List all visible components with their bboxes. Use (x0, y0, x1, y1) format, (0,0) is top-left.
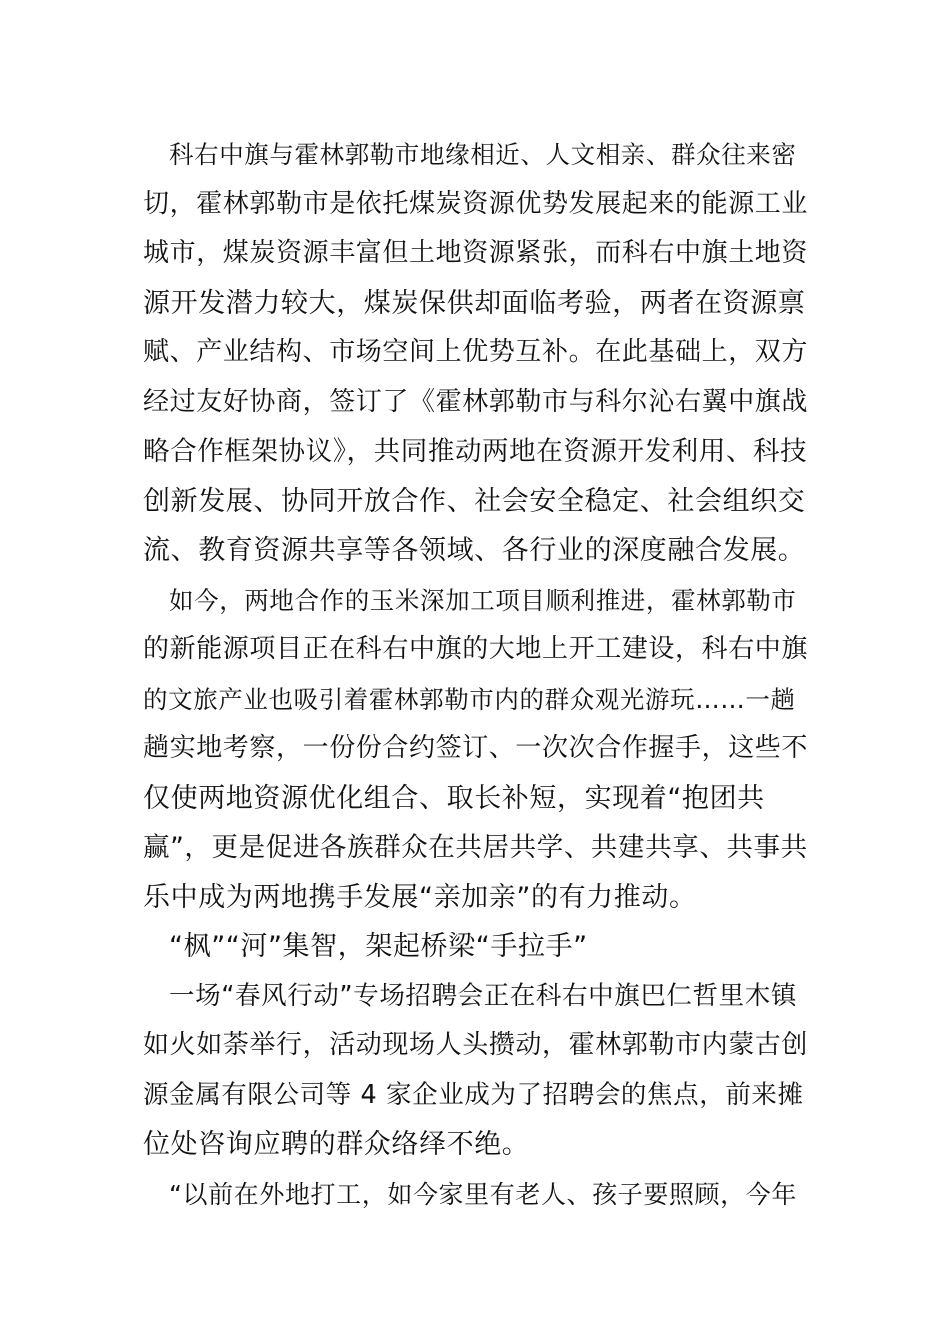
text-line: 如今，两地合作的玉米深加工项目顺利推进，霍林郭勒市 (169, 585, 797, 615)
text-line: 的新能源项目正在科右中旗的大地上开工建设，科右中旗 (143, 634, 809, 664)
text-line: 源金属有限公司等 4 家企业成为了招聘会的焦点，前来摊 (143, 1079, 804, 1110)
text-line: 赢”，更是促进各族群众在共居共学、共建共享、共事共 (143, 832, 808, 863)
text-line: “以前在外地打工，如今家里有老人、孩子要照顾，今年 (169, 1179, 797, 1209)
text-line: 切，霍林郭勒市是依托煤炭资源优势发展起来的能源工业 (143, 188, 809, 219)
article-body (143, 130, 807, 1219)
text-line: 流、教育资源共享等各领域、各行业的深度融合发展。 (143, 535, 806, 566)
text-line: 城市，煤炭资源丰富但土地资源紧张，而科右中旗土地资 (143, 238, 809, 268)
text-line: 科右中旗与霍林郭勒市地缘相近、人文相亲、群众往来密 (169, 140, 797, 169)
text-line: 赋、产业结构、市场空间上优势互补。在此基础上，双方 (143, 337, 809, 367)
text-line: 创新发展、协同开放合作、社会安全稳定、社会组织交 (143, 485, 806, 517)
text-line: 仅使两地资源优化组合、取长补短，实现着“抱团共 (143, 782, 765, 814)
text-line: 位处咨询应聘的群众络绎不绝。 (143, 1129, 530, 1160)
text-line: 乐中成为两地携手发展“亲加亲”的有力推动。 (143, 881, 697, 913)
section-heading: “枫”“河”集智，架起桥梁“手拉手” (169, 931, 588, 962)
text-line: 的文旅产业也吸引着霍林郭勒市内的群众观光游玩……一趟 (143, 684, 796, 714)
text-line: 略合作框架协议》，共同推动两地在资源开发利用、科技 (143, 436, 808, 467)
text-line: 经过友好协商，签订了《霍林郭勒市与科尔沁右翼中旗战 (143, 386, 809, 417)
text-line: 趟实地考察，一份份合约签订、一次次合作握手，这些不 (143, 733, 809, 763)
text-line: 如火如荼举行，活动现场人头攒动，霍林郭勒市内蒙古创 (143, 1030, 809, 1060)
text-line: 源开发潜力较大，煤炭保供却面临考验，两者在资源禀 (143, 287, 806, 319)
text-line: 一场“春风行动”专场招聘会正在科右中旗巴仁哲里木镇 (169, 980, 797, 1011)
